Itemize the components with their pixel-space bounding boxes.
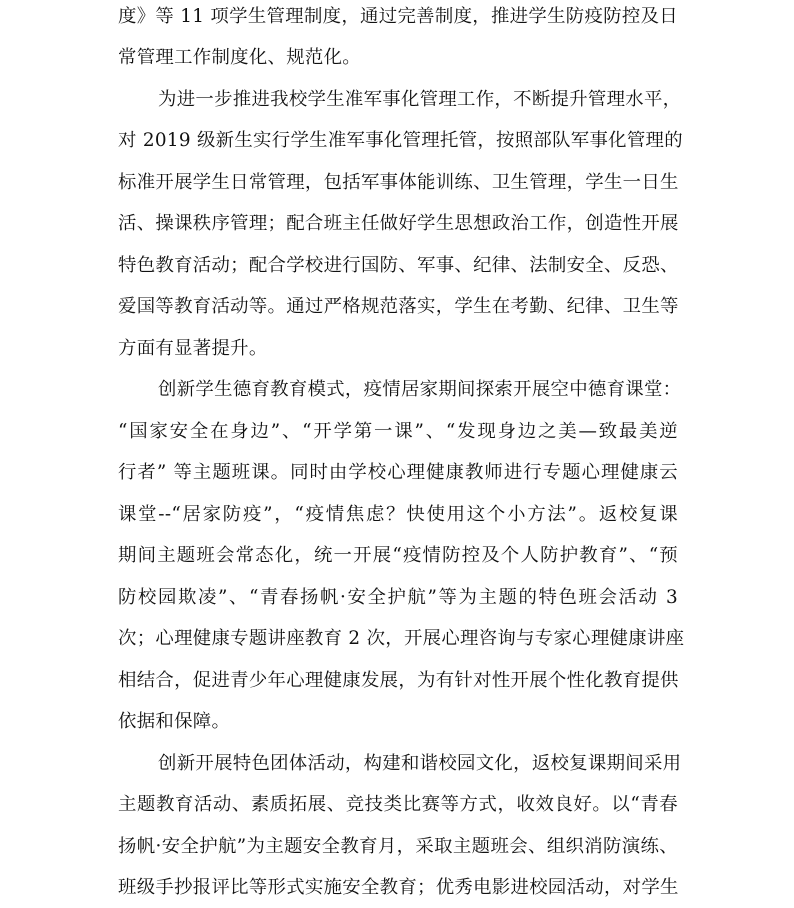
text-line: 特色教育活动；配合学校进行国防、军事、纪律、法制安全、反恐、: [118, 255, 679, 276]
text-line: 常管理工作制度化、规范化。: [118, 47, 361, 68]
text-line: 创新开展特色团体活动，构建和谐校园文化，返校复课期间采用: [158, 753, 682, 774]
text-line: 依据和保障。: [118, 711, 231, 732]
text-line: 创新学生德育教育模式，疫情居家期间探索开展空中德育课堂：: [158, 379, 682, 400]
text-line: 课堂--“居家防疫”，“疫情焦虑？快使用这个小方法”。返校复课: [118, 504, 678, 525]
text-line: 班级手抄报评比等形式实施安全教育；优秀电影进校园活动，对学生: [118, 877, 679, 898]
text-line: 防校园欺凌”、“青春扬帆·安全护航”等为主题的特色班会活动 3: [118, 587, 678, 608]
text-line: 方面有显著提升。: [118, 338, 268, 359]
text-line: 期间主题班会常态化，统一开展“疫情防控及个人防护教育”、“预: [118, 545, 678, 566]
text-line: 行者” 等主题班课。同时由学校心理健康教师进行专题心理健康云: [118, 462, 678, 483]
text-line: 爱国等教育活动等。通过严格规范落实，学生在考勤、纪律、卫生等: [118, 296, 679, 317]
text-line: 扬帆·安全护航”为主题安全教育月，采取主题班会、组织消防演练、: [118, 836, 678, 857]
text-line: 次；心理健康专题讲座教育 2 次，开展心理咨询与专家心理健康讲座: [118, 628, 685, 649]
text-line: “国家安全在身边”、“开学第一课”、“发现身边之美—致最美逆: [118, 421, 678, 442]
text-line: 活、操课秩序管理；配合班主任做好学生思想政治工作，创造性开展: [118, 213, 679, 234]
text-line: 标准开展学生日常管理，包括军事体能训练、卫生管理，学生一日生: [118, 172, 679, 193]
text-line: 主题教育活动、素质拓展、竞技类比赛等方式，收效良好。以“青春: [118, 794, 678, 815]
text-line: 相结合，促进青少年心理健康发展，为有针对性开展个性化教育提供: [118, 670, 679, 691]
text-line: 度》等 11 项学生管理制度，通过完善制度，推进学生防疫防控及日: [118, 6, 678, 27]
text-line: 对 2019 级新生实行学生准军事化管理托管，按照部队军事化管理的: [118, 130, 683, 151]
text-line: 为进一步推进我校学生准军事化管理工作，不断提升管理水平，: [158, 89, 682, 110]
